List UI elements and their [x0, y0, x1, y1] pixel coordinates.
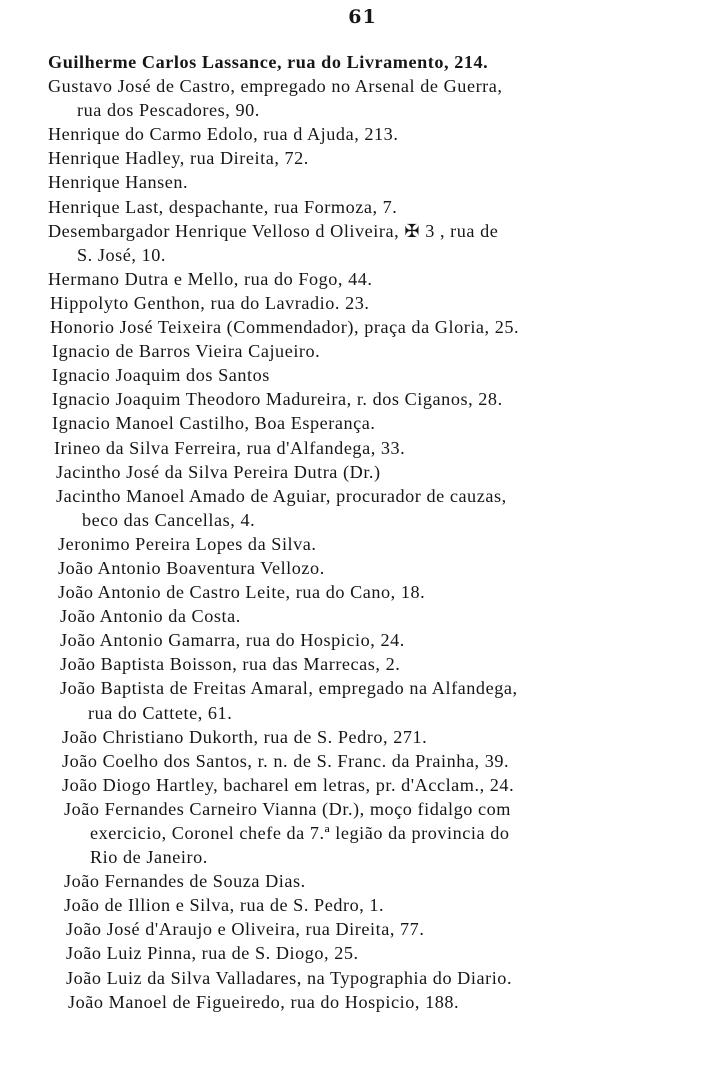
entry-line: Guilherme Carlos Lassance, rua do Livramento, 214. — [48, 52, 489, 72]
entry-line: João Baptista de Freitas Amaral, empregado na Alfandega, — [60, 678, 518, 699]
page-number: 61 — [348, 6, 377, 28]
entry-line: Desembargador Henrique Velloso d Oliveira, ✠ 3 , rua de — [48, 220, 499, 241]
entry-line: João de Illion e Silva, rua de S. Pedro, 1. — [64, 895, 385, 916]
entry-line: Gustavo José de Castro, empregado no Arsenal de Guerra, — [48, 76, 503, 97]
entry-line: Jacintho José da Silva Pereira Dutra (Dr.) — [56, 461, 381, 482]
entry-line: Ignacio Manoel Castilho, Boa Esperança. — [52, 413, 376, 434]
entry-line: João Luiz Pinna, rua de S. Diogo, 25. — [66, 943, 359, 964]
entry-continuation-line: Rio de Janeiro. — [90, 847, 208, 868]
entry-line: João Antonio Boaventura Vellozo. — [58, 557, 325, 578]
entry-continuation-line: S. José, 10. — [77, 244, 166, 265]
entry-line: João Antonio Gamarra, rua do Hospicio, 24. — [60, 630, 405, 651]
entry-line: João José d'Araujo e Oliveira, rua Direita, 77. — [66, 919, 425, 940]
entry-line: João Antonio da Costa. — [60, 606, 241, 627]
entry-continuation-line: exercicio, Coronel chefe da 7.ª legião da provincia do — [90, 823, 510, 843]
entry-line: João Luiz da Silva Valladares, na Typographia do Diario. — [66, 967, 513, 988]
entry-line: Irineo da Silva Ferreira, rua d'Alfandega, 33. — [54, 437, 406, 458]
entry-line: João Fernandes Carneiro Vianna (Dr.), moço fidalgo com — [64, 798, 511, 819]
entry-line: João Manoel de Figueiredo, rua do Hospicio, 188. — [68, 991, 460, 1012]
entry-line: Ignacio Joaquim Theodoro Madureira, r. dos Ciganos, 28. — [52, 389, 503, 410]
entry-continuation-line: rua dos Pescadores, 90. — [77, 100, 260, 121]
entry-line: Henrique do Carmo Edolo, rua d Ajuda, 213. — [48, 124, 399, 145]
entry-line: Jacintho Manoel Amado de Aguiar, procurador de cauzas, — [56, 485, 507, 506]
entry-line: João Diogo Hartley, bacharel em letras, pr. d'Acclam., 24. — [62, 774, 515, 795]
entry-line: João Fernandes de Souza Dias. — [64, 871, 306, 892]
entry-line: Hermano Dutra e Mello, rua do Fogo, 44. — [48, 268, 373, 289]
entry-line: João Christiano Dukorth, rua de S. Pedro, 271. — [62, 726, 428, 747]
entry-line: João Coelho dos Santos, r. n. de S. Franc. da Prainha, 39. — [62, 750, 510, 771]
entry-line: Ignacio de Barros Vieira Cajueiro. — [52, 341, 321, 362]
directory-entries — [0, 50, 725, 1014]
entry-line: Henrique Hansen. — [48, 172, 189, 193]
entry-continuation-line: rua do Cattete, 61. — [88, 702, 233, 723]
entry-continuation-line: beco das Cancellas, 4. — [82, 509, 256, 530]
entry-line: Henrique Last, despachante, rua Formoza, 7. — [48, 196, 398, 217]
entry-line: Ignacio Joaquim dos Santos — [52, 365, 270, 386]
entry-line: João Antonio de Castro Leite, rua do Cano, 18. — [58, 582, 426, 603]
entry-line: Honorio José Teixeira (Commendador), praça da Gloria, 25. — [50, 317, 520, 338]
entry-line: Jeronimo Pereira Lopes da Silva. — [58, 533, 317, 554]
entry-line: João Baptista Boisson, rua das Marrecas, 2. — [60, 654, 401, 675]
entry-line: Henrique Hadley, rua Direita, 72. — [48, 148, 309, 169]
entry-line: Hippolyto Genthon, rua do Lavradio. 23. — [50, 292, 370, 313]
